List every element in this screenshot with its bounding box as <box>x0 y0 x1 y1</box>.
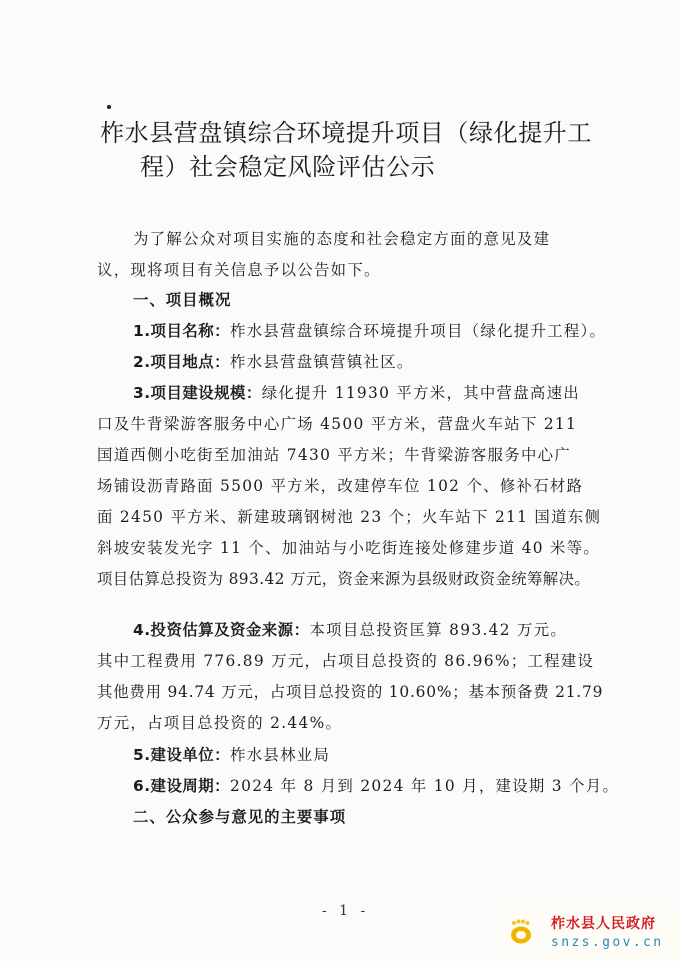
item-investment-cont: 万元，占项目总投资的 2.44%。 <box>97 714 343 732</box>
item-project-scale-cont: 国道西侧小吃街至加油站 7430 平方米；牛背梁游客服务中心广 <box>97 446 572 464</box>
item-label: 1.项目名称： <box>133 322 231 340</box>
item-value: 2024 年 8 月到 2024 年 10 月，建设期 3 个月。 <box>230 777 620 795</box>
item-label: 6.建设周期： <box>133 777 231 795</box>
document-title <box>100 116 620 184</box>
intro-line-1: 为了解公众对项目实施的态度和社会稳定方面的意见及建 <box>133 230 551 248</box>
item-project-scale-cont: 口及牛背梁游客服务中心广场 4500 平方米，营盘火车站下 211 <box>97 415 578 433</box>
watermark-site-url: snzs.gov.cn <box>551 935 664 950</box>
item-project-scale-cont: 项目估算总投资为 893.42 万元，资金来源为县级财政资金统筹解决。 <box>97 570 591 588</box>
item-period <box>133 776 643 796</box>
item-value: 本项目总投资匡算 893.42 万元。 <box>309 621 568 639</box>
item-project-scale-cont: 面 2450 平方米、新建玻璃钢树池 23 个；火车站下 211 国道东侧 <box>97 508 602 526</box>
item-builder <box>133 745 643 765</box>
item-project-scale-cont: 场铺设沥青路面 5500 平方米，改建停车位 102 个、修补石材路 <box>97 477 584 495</box>
item-label: 4.投资估算及资金来源： <box>133 621 310 639</box>
section-heading-1: 一、项目概况 <box>133 291 232 309</box>
site-watermark <box>500 905 680 961</box>
page-number: - 1 - <box>322 903 370 919</box>
item-label: 3.项目建设规模： <box>133 384 262 402</box>
watermark-site-name: 柞水县人民政府 <box>551 916 656 932</box>
item-project-scale-cont: 斜坡安装发光字 11 个、加油站与小吃街连接处修建步道 40 米等。 <box>97 539 601 557</box>
item-value: 柞水县营盘镇综合环境提升项目（绿化提升工程）。 <box>230 322 607 340</box>
item-label: 2.项目地点： <box>133 353 231 371</box>
title-line-1: 柞水县营盘镇综合环境提升项目（绿化提升工 <box>100 119 592 147</box>
item-investment-cont: 其中工程费用 776.89 万元，占项目总投资的 86.96%；工程建设 <box>97 652 595 670</box>
item-project-scale <box>133 383 643 403</box>
item-investment-cont: 其他费用 94.74 万元，占项目总投资的 10.60%；基本预备费 21.79 <box>97 683 604 701</box>
item-project-name <box>133 321 643 341</box>
title-line-2: 程）社会稳定风险评估公示 <box>140 153 436 181</box>
item-label: 5.建设单位： <box>133 746 231 764</box>
item-value: 柞水县林业局 <box>230 746 331 764</box>
footprint-logo-icon <box>508 919 534 945</box>
item-investment <box>133 620 643 640</box>
bullet-mark <box>107 105 111 109</box>
section-heading-2: 二、公众参与意见的主要事项 <box>133 808 347 826</box>
item-value: 柞水县营盘镇营镇社区。 <box>230 353 414 371</box>
item-project-location <box>133 352 643 372</box>
intro-line-2: 议，现将项目有关信息予以公告如下。 <box>97 261 381 279</box>
item-value: 绿化提升 11930 平方米，其中营盘高速出 <box>261 384 581 402</box>
